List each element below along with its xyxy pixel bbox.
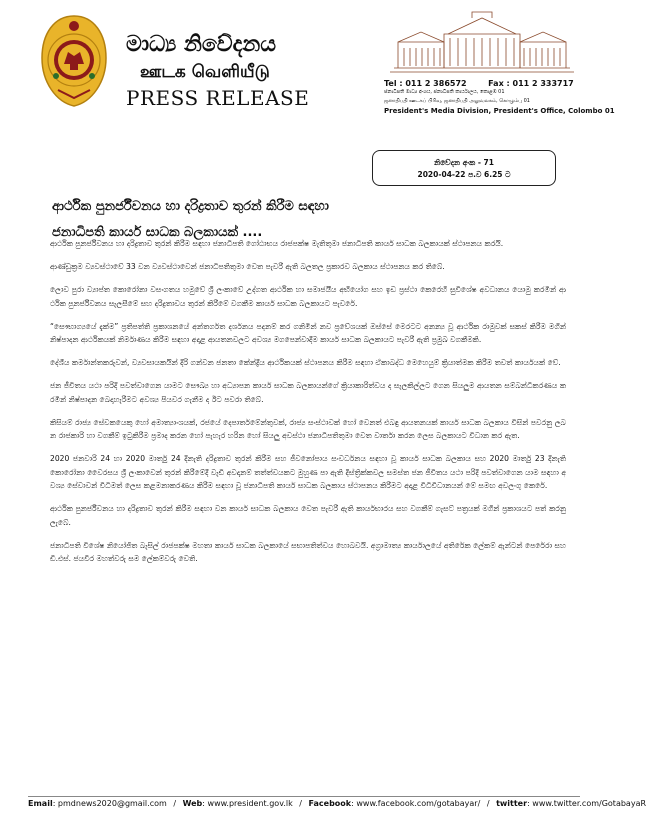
contact-block (384, 79, 615, 117)
release-number: නිවේදන අංක - 71 (433, 158, 494, 167)
paragraph: ආණ්ඩුක්‍රම ව්‍යවස්ථාවේ 33 වන ව්‍යවස්ථාවෙන් ජනාධිපතිතුමා වෙත පැවරී ඇති බලතල ප්‍රකාරව බලකාය ස්ථාපනය කර තිබේ. (50, 262, 445, 271)
headline-line-1: ආර්ථික පුනර්ජීවනය හා දරිද්‍රතාව තුරන් කිරීම සඳහා (52, 199, 329, 214)
facebook-value[interactable]: : www.facebook.com/gotabayar/ (351, 799, 481, 808)
twitter-label: twitter (496, 799, 528, 808)
facebook-label: Facebook (308, 799, 352, 808)
article-body (50, 237, 566, 575)
paragraph: ජනාධිපති විශේෂ නියෝජිත බැසිල් රාජපක්ෂ මහතා කාර්ය සාධක බලකායේ සභාපතිත්වය හොබවයි. අග්‍රාමාත්‍ය කාර්යාලයේ අතිරේක ලේකම් ඇන්ටන් පෙරේරා සහ ඩී.එස්. ජයවීර මහත්වරු සම ලේකම්වරු වෙති. (50, 540, 566, 563)
release-number-box (372, 150, 556, 186)
presidential-secretariat-building-icon (384, 8, 580, 76)
press-release-title-sinhala: මාධ්‍ය නිවේදනය (126, 32, 277, 57)
twitter-value[interactable]: : www.twitter.com/GotabayaR (527, 799, 646, 808)
paragraph: ආර්ථික පුනර්ජීවනය හා දරිද්‍රතාව තුරන් කිරීම සඳහා ජනාධිපති ගෝඨාභය රාජපක්ෂ මැතිතුමා ජනාධිපති කාර්ය සාධක බලකායක් ස්ථාපනය කරයි. (50, 239, 504, 248)
paragraph: 2020 ජනවාරි 24 හා 2020 මාර්තු 24 දිනැති දරිද්‍රතාව තුරන් කිරීම සහ ජීවනෝපාය සංවර්ධනය සඳහා වූ කාර්ය සාධක බලකාය සහ 2020 මාර්තු 23 දිනැති කොරෝනා වෛරසය ශ්‍රී ලංකාවෙන් තුරන් කිරීමේදී වැඩි අවදානම් තත්ත්වයකට මුහුණ පා ඇති දිස්ත්‍රික්කවල සමස්ත ජන ජීවිතය යථා පරිදි පවත්වාගෙන යාම සඳහා අවශ්‍ය සේවාවන් විධිමත් ලෙස කළමනාකරණය කිරීම සඳහා වූ ජනාධිපති කාර්ය සාධක බලකාය ස්ථාපනය කිරීමට අදාළ විධිවිධානයන් මේ සමඟ අවලංගු කෙරේ. (50, 454, 566, 490)
address-sinhala: ජනාධිපති මාධ්‍ය අංශය, ජනාධිපති කාර්යාලය, කොළඹ 01 (384, 89, 505, 95)
phone-fax-line (384, 79, 589, 88)
paragraph: කිසියම් රාජ්‍ය සේවකයෙකු හෝ අමාත්‍යාංශයක්, රජයේ දෙපාර්තමේන්තුවක්, රාජ්‍ය සංස්ථාවක් හෝ වෙනත් එබඳු ආයතනයක් කාර්ය සාධක බලකාය විසින් පවරනු ලබන රාජකාරි හා වගකීම් ඉටුකිරීම ප්‍රමාද කරන හෝ පැහැර හරින හෝ සියලු අවස්ථා ජනාධිපතිතුමා වෙත වාර්තා කරන ලෙස බලකායට විධාන කර ඇත. (50, 417, 566, 440)
footer-divider (28, 796, 580, 797)
paragraph: දේශීය කර්මාන්තකරුවන්, ව්‍යවසායකයින් දිරි ගන්වන ජනතා කේන්ද්‍රීය ආර්ථිකයක් ස්ථාපනය කිරීම සඳහා ඒකාබද්ධ මෙහෙයුම් ක්‍රියාත්මක කිරීම තවත් කාර්යයක් වේ. (50, 358, 561, 367)
paragraph: ජන ජීවිතය යථා පරිදි පවත්වාගෙන යාමට සෞඛ්‍ය හා අධ්‍යාපන කාර්ය සාධක බලකායන්ගේ ක්‍රියාකාරිත්වය ද සැලකිල්ලට ගෙන සියලුම ආයතන සම්බන්ධීකරණය කරමින් නිෂ්පාදන බෙදාහැරීමට අවශ්‍ය පියවර ගැනීම ද ඊට පවරා තිබේ. (50, 381, 566, 404)
paragraph: “සෞභාග්‍යයේ දැක්ම” ප්‍රතිපත්ති ප්‍රකාශනයේ අන්තර්ගත දර්ශනය පදනම් කර ගනිමින් නව ප්‍රවේශයක් ඔස්සේ මෙරටට අනන්‍ය වූ ආර්ථික රාමුවක් සකස් කිරීම මගින් නිෂ්පාදන ආර්ථිකයක් නිර්මාණය කිරීම සඳහා අදාළ ආයතනවලට අවශ්‍ය මගපෙන්වාදීම කාර්ය සාධක බලකායට පැවරී ඇති ප්‍රමුඛ වගකීමකි. (50, 321, 566, 344)
fax-label: Fax (488, 79, 504, 88)
press-release-title-english: PRESS RELEASE (126, 86, 310, 110)
fax-value: : 011 2 333717 (506, 79, 574, 88)
paragraph: ලොව පුරා ව්‍යාප්ත කොරෝනා වසංගතය හමුවේ ශ්‍රී ලංකාවේ උද්ගත ආර්ථික හා සමාජයීය අභියෝග සහ ඉඩ ප්‍රස්ථා කෙරෙහි සුවිශේෂ අවධානය යොමු කරමින් ආර්ථික පුනර්ජීවනය සැලසීමේ සහ දරිද්‍රතාවය තුරන් කිරීමේ වගකීම කාර්ය සාධක බලකායට පැවරේ. (50, 285, 566, 308)
web-value[interactable]: : www.president.gov.lk (202, 799, 293, 808)
footer-contacts: Email: pmdnews2020@gmail.com / Web: www.president.gov.lk / Facebook: www.facebook.com/gotabayar/ / twitter: www.twitter.com/GotabayaR (28, 799, 646, 808)
release-date-time: 2020-04-22 ප.ව 6.25 ට (417, 170, 511, 179)
headline-line-2: ජනාධිපති කාර්ය සාධක බලකායක් .... (52, 225, 263, 240)
sri-lanka-emblem-icon (36, 12, 112, 110)
tel-value: : 011 2 386572 (399, 79, 467, 88)
email-label: Email (28, 799, 53, 808)
paragraph: ආර්ථික පුනර්ජීවනය හා දරිද්‍රතාව තුරන් කිරීම සඳහා වන කාර්ය සාධක බලකාය වෙත පැවරී ඇති කාර්යභාරය සහ වගකීම් ගැසට් පත්‍රයක් මගින් ප්‍රකාශයට පත් කරනු ලැබේ. (50, 504, 566, 527)
address-english: President's Media Division, President's Office, Colombo 01 (384, 107, 615, 115)
address-tamil: ஜனாதிபதி ஊடகப் பிரிவு, ஜனாதிபதி அலுவலகம், கொழும்பு 01 (384, 98, 530, 104)
tel-label: Tel (384, 79, 397, 88)
press-release-title-tamil: ஊடக வெளியீடு (140, 62, 270, 82)
web-label: Web (182, 799, 203, 808)
email-value[interactable]: : pmdnews2020@gmail.com (52, 799, 167, 808)
